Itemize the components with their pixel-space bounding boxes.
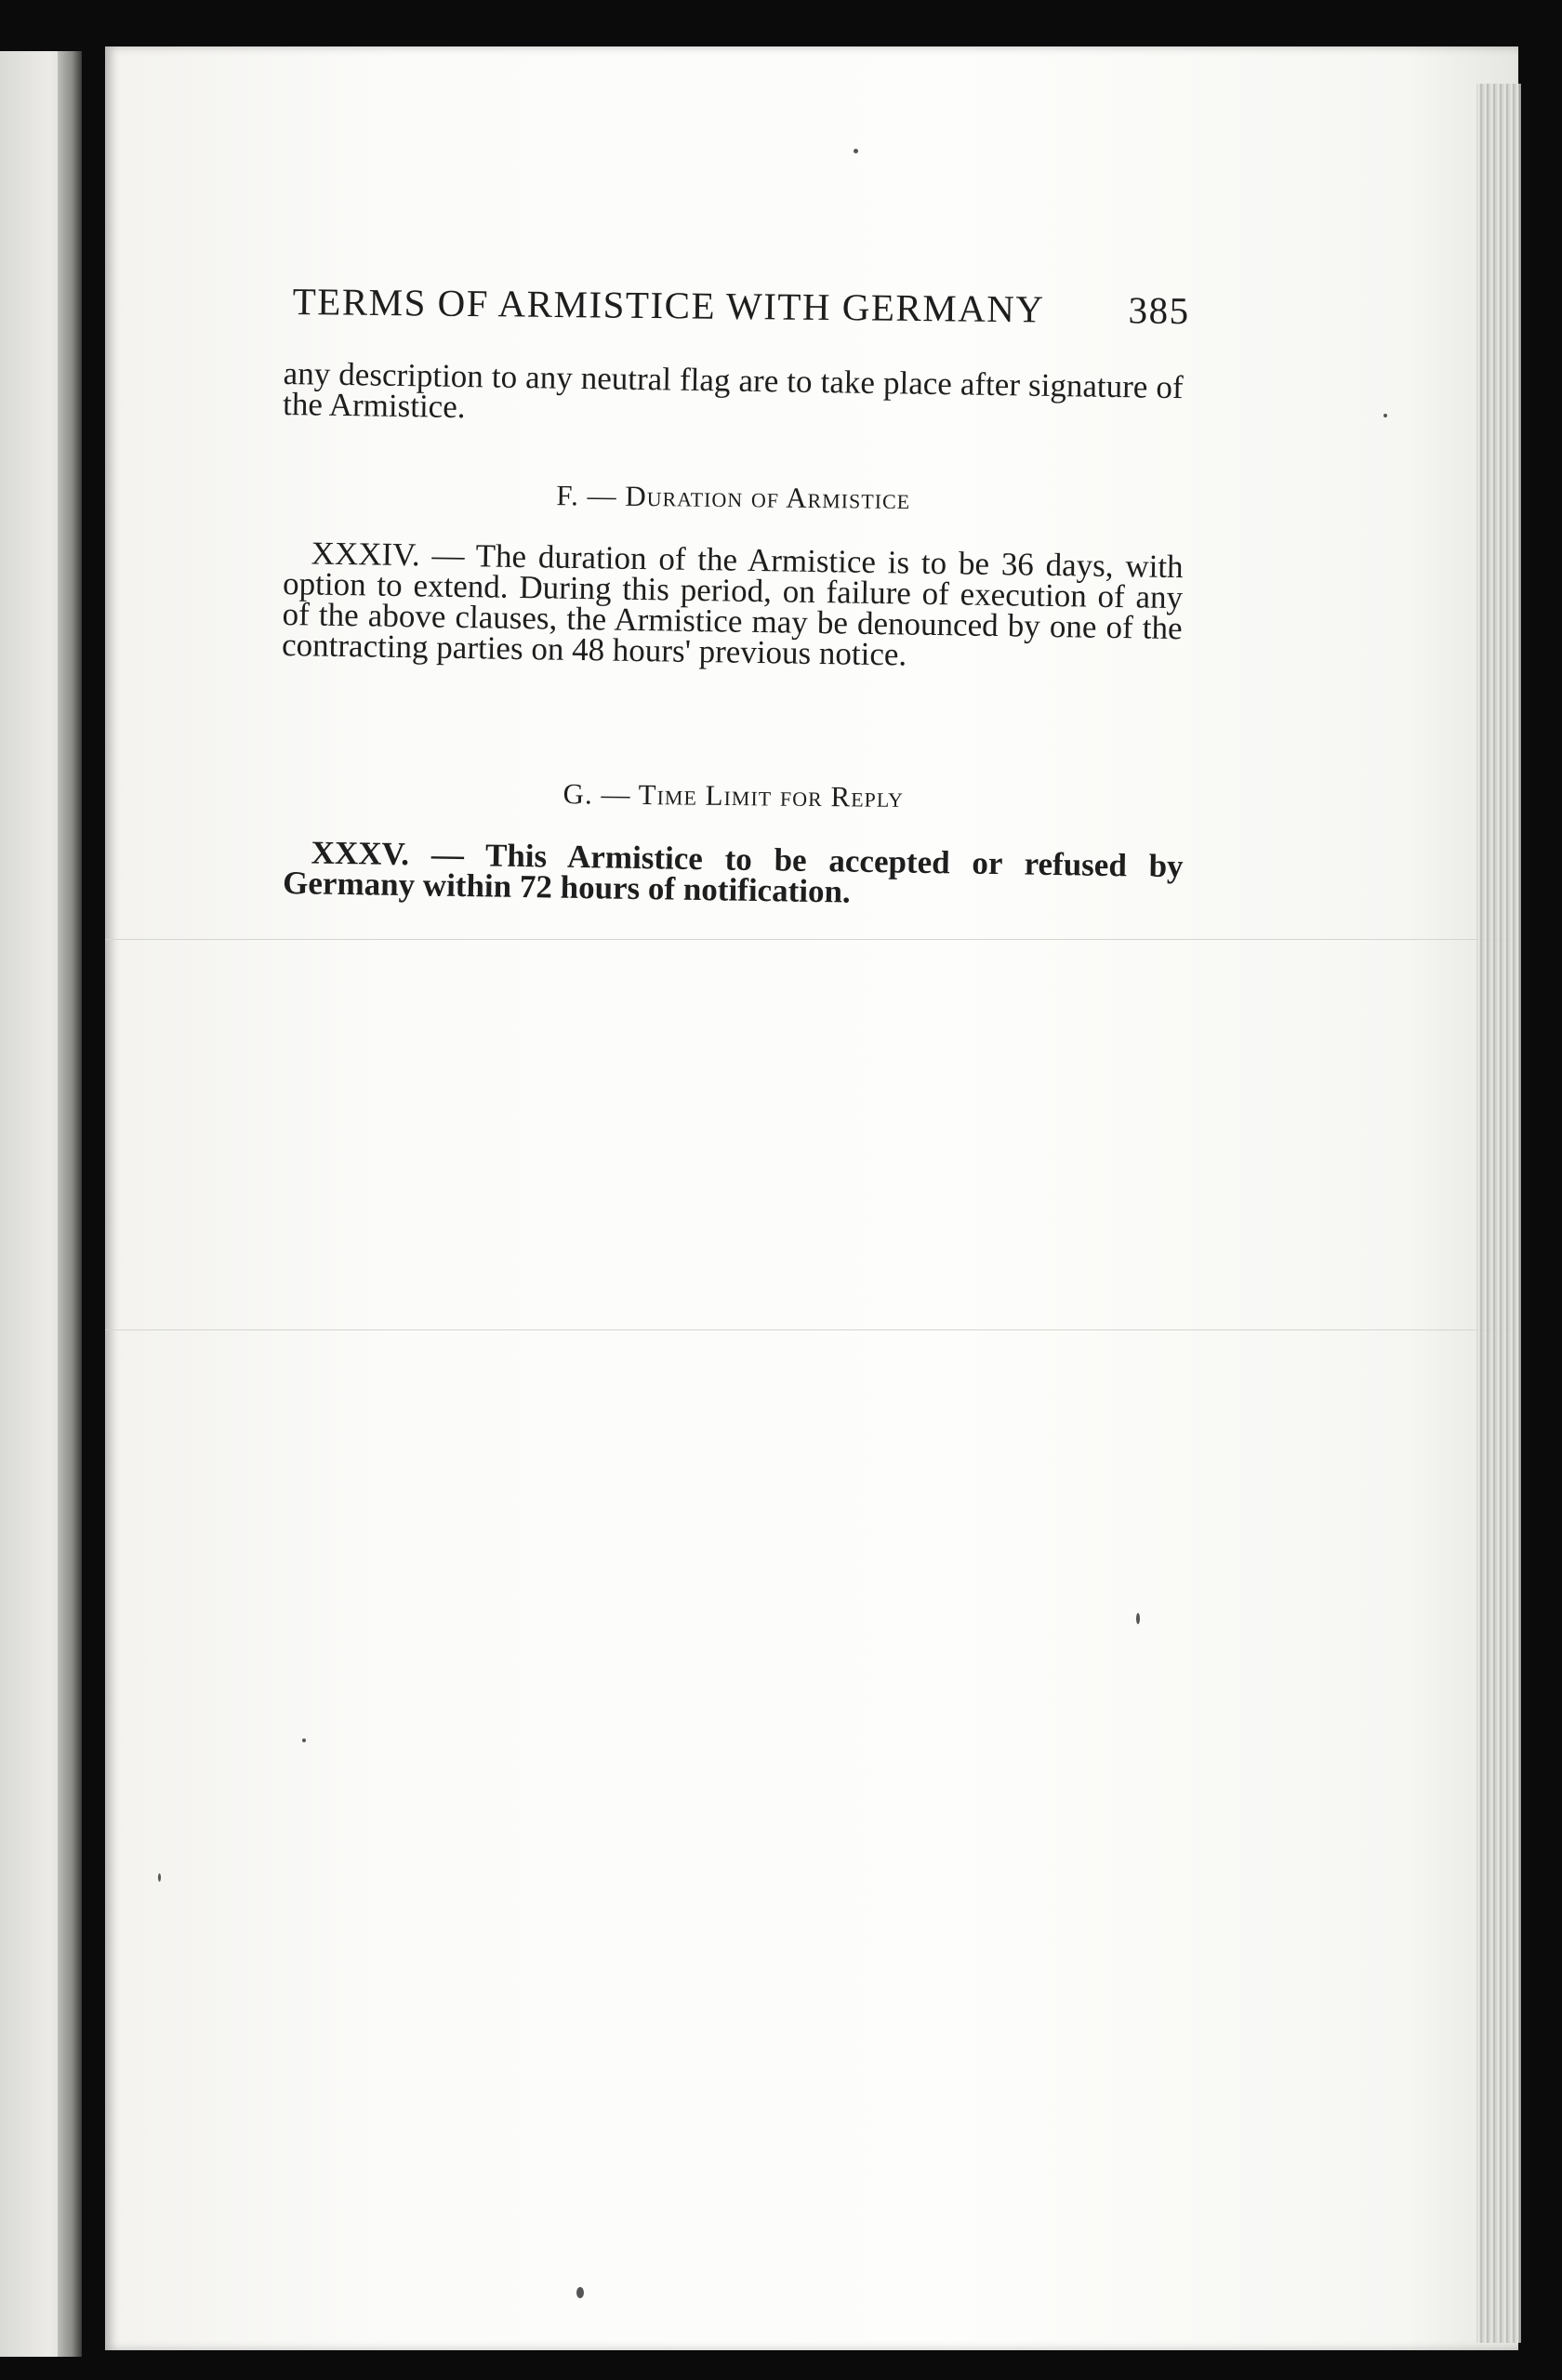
- dust-speck: [854, 149, 858, 153]
- continuation-paragraph: any description to any neutral flag are to take place after signature of the Armistice.: [282, 355, 1184, 426]
- page-stack-edges: [1476, 84, 1521, 2343]
- running-head: [292, 279, 1189, 333]
- page-number: 385: [1128, 288, 1190, 333]
- book-gutter: [58, 51, 82, 2357]
- section-f-heading: F. — Duration of Armistice: [556, 479, 911, 516]
- dust-speck: [158, 1873, 161, 1882]
- dust-speck: [1136, 1613, 1140, 1624]
- running-head-title: TERMS OF ARMISTICE WITH GERMANY: [292, 279, 1045, 331]
- article-xxxiv: XXXIV. — The duration of the Armistice is to be 36 days, with option to extend. During this period, on failure of execution of any of the above clauses, the Armistice may be denounced by one of the contracting parties on 48 hours' previous notice.: [281, 535, 1184, 673]
- facing-page-edge: [0, 51, 82, 2357]
- dust-speck: [1383, 414, 1387, 417]
- dust-speck: [576, 2287, 584, 2298]
- article-xxxv: XXXV. — This Armistice to be accepted or refused by Germany within 72 hours of notification.: [282, 834, 1184, 910]
- dust-speck: [302, 1739, 306, 1742]
- scan-line: [105, 1329, 1518, 1330]
- section-g-heading: G. — Time Limit for Reply: [563, 777, 905, 813]
- scan-line: [105, 939, 1518, 940]
